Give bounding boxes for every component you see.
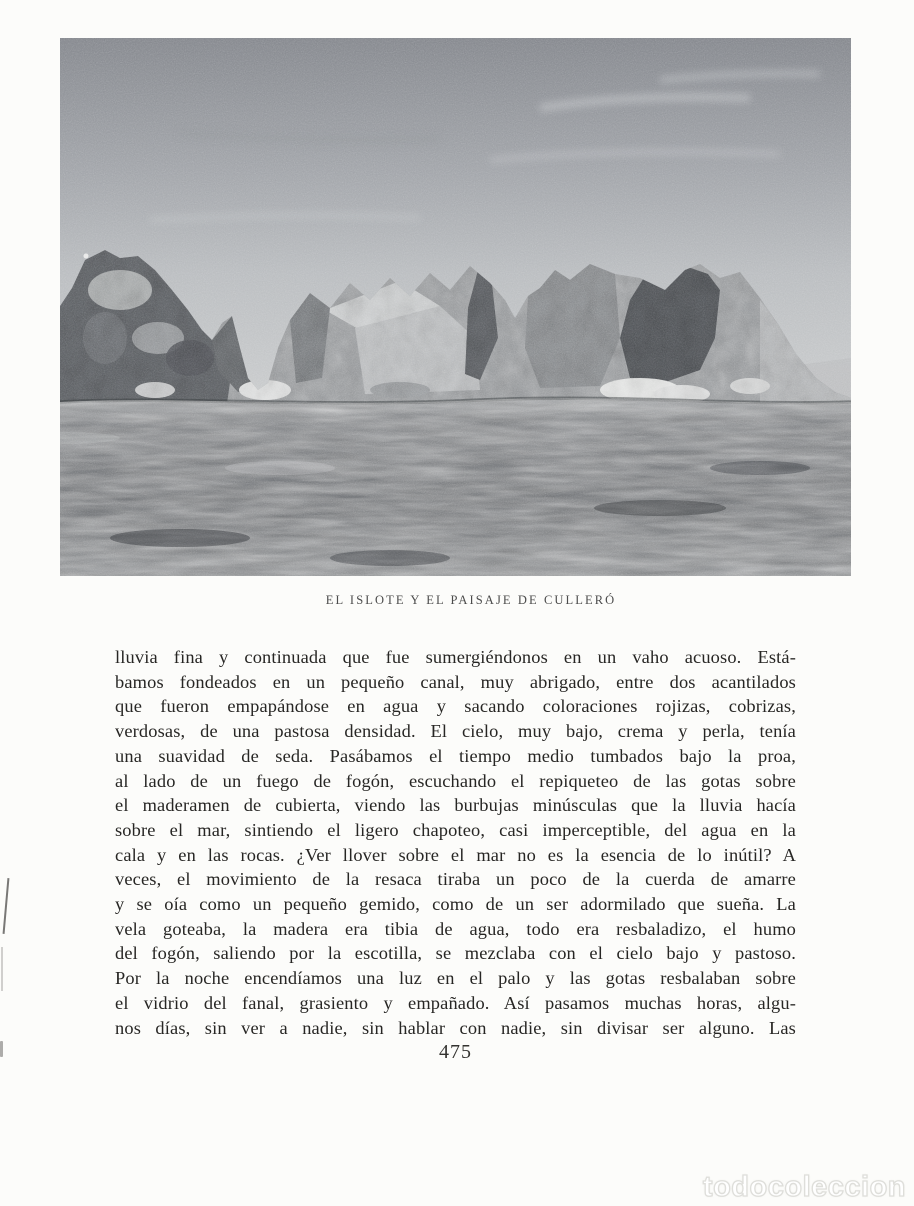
text-line: una suavidad de seda. Pasábamos el tiempo medio tumbados bajo la proa, [115, 745, 796, 766]
text-line: vela goteaba, la madera era tibia de agua, todo era resbaladizo, el humo [115, 918, 796, 939]
text-line: nos días, sin ver a nadie, sin hablar con nadie, sin divisar ser alguno. Las [115, 1017, 796, 1038]
text-line: lluvia fina y continuada que fue sumergiéndonos en un vaho acuoso. Está- [115, 647, 796, 667]
todocoleccion-watermark: todocoleccion [702, 1171, 906, 1203]
text-line: el maderamen de cubierta, viendo las burbujas minúsculas que la lluvia hacía [115, 795, 796, 816]
islet-photograph [60, 38, 851, 576]
scan-artifact [1, 947, 3, 991]
text-line: verdosas, de una pastosa densidad. El cielo, muy bajo, crema y perla, tenía [115, 721, 796, 742]
scan-artifact [3, 878, 10, 934]
photo-caption: EL ISLOTE Y EL PAISAJE DE CULLERÓ [325, 593, 617, 607]
page-number: 475 [439, 1041, 472, 1063]
text-line: cala y en las rocas. ¿Ver llover sobre el mar no es la esencia de lo inútil? A [115, 844, 796, 865]
text-line: que fueron empapándose en agua y sacando coloraciones rojizas, cobrizas, [115, 696, 796, 717]
text-line: y se oía como un pequeño gemido, como de un ser adormilado que sueña. La [115, 894, 796, 915]
scan-artifact [0, 1041, 3, 1057]
text-line: sobre el mar, sintiendo el ligero chapoteo, casi imperceptible, del agua en la [115, 819, 796, 840]
text-line: al lado de un fuego de fogón, escuchando el repiqueteo de las gotas sobre [115, 770, 796, 791]
text-line: veces, el movimiento de la resaca tiraba un poco de la cuerda de amarre [115, 869, 796, 890]
islet-photo-image [60, 38, 851, 576]
text-line: Por la noche encendíamos una luz en el palo y las gotas resbalaban sobre [115, 968, 796, 989]
text-line: del fogón, saliendo por la escotilla, se mezclaba con el cielo bajo y pastoso. [115, 943, 796, 964]
text-line: el vidrio del fanal, grasiento y empañado. Así pasamos muchas horas, algu- [115, 992, 796, 1013]
text-line: bamos fondeados en un pequeño canal, muy abrigado, entre dos acantilados [115, 671, 796, 692]
body-text [115, 645, 796, 1040]
photo-grain [60, 38, 851, 576]
